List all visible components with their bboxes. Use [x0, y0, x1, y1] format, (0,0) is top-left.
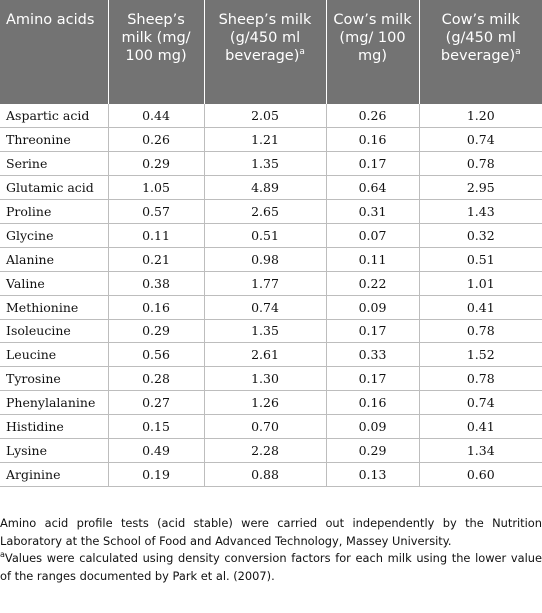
table-row — [0, 319, 542, 343]
value-cell: 0.60 — [419, 462, 542, 486]
amino-acid-name-cell: Phenylalanine — [0, 391, 108, 415]
footnote-a — [0, 550, 542, 585]
value-cell: 1.26 — [204, 391, 326, 415]
header-sheep-mg — [108, 0, 204, 104]
amino-acid-name-cell: Tyrosine — [0, 367, 108, 391]
table-row — [0, 367, 542, 391]
value-cell: 0.31 — [326, 200, 419, 224]
value-cell: 0.74 — [419, 128, 542, 152]
amino-acid-name-cell: Leucine — [0, 343, 108, 367]
value-cell: 0.51 — [419, 247, 542, 271]
header-cow-beverage — [419, 0, 542, 104]
value-cell: 0.74 — [419, 391, 542, 415]
value-cell: 0.09 — [326, 415, 419, 439]
value-cell: 0.78 — [419, 319, 542, 343]
value-cell: 0.07 — [326, 223, 419, 247]
value-cell: 0.19 — [108, 462, 204, 486]
value-cell: 0.27 — [108, 391, 204, 415]
table-row — [0, 295, 542, 319]
value-cell: 0.13 — [326, 462, 419, 486]
value-cell: 0.32 — [419, 223, 542, 247]
value-cell: 2.28 — [204, 438, 326, 462]
value-cell: 0.78 — [419, 152, 542, 176]
header-text: Sheep’s milk (g/450 ml beverage) — [218, 12, 312, 64]
table-row — [0, 462, 542, 486]
footnote-a-text: Values were calculated using density conversion factors for each milk using the lower value of the ranges documented by Park et al. (2007). — [0, 551, 542, 583]
header-text: Sheep’s milk (mg/ 100 mg) — [121, 12, 191, 64]
header-text: Cow’s milk (g/450 ml beverage) — [440, 12, 520, 64]
table-row — [0, 128, 542, 152]
value-cell: 0.29 — [108, 152, 204, 176]
value-cell: 1.35 — [204, 152, 326, 176]
value-cell: 1.52 — [419, 343, 542, 367]
value-cell: 0.16 — [326, 391, 419, 415]
header-cow-mg — [326, 0, 419, 104]
table-row — [0, 415, 542, 439]
amino-acid-name-cell: Methionine — [0, 295, 108, 319]
amino-acid-name-cell: Threonine — [0, 128, 108, 152]
value-cell: 0.51 — [204, 223, 326, 247]
amino-acid-name-cell: Lysine — [0, 438, 108, 462]
footnote-marker: a — [299, 47, 305, 58]
value-cell: 2.05 — [204, 104, 326, 128]
table-row — [0, 438, 542, 462]
value-cell: 0.70 — [204, 415, 326, 439]
value-cell: 1.21 — [204, 128, 326, 152]
value-cell: 2.65 — [204, 200, 326, 224]
value-cell: 0.17 — [326, 319, 419, 343]
value-cell: 0.21 — [108, 247, 204, 271]
value-cell: 0.11 — [108, 223, 204, 247]
value-cell: 0.17 — [326, 152, 419, 176]
table-row — [0, 176, 542, 200]
value-cell: 0.78 — [419, 367, 542, 391]
value-cell: 1.20 — [419, 104, 542, 128]
value-cell: 0.16 — [108, 295, 204, 319]
value-cell: 0.29 — [326, 438, 419, 462]
value-cell: 1.34 — [419, 438, 542, 462]
value-cell: 2.61 — [204, 343, 326, 367]
value-cell: 0.98 — [204, 247, 326, 271]
value-cell: 1.30 — [204, 367, 326, 391]
header-amino-acids — [0, 0, 108, 104]
value-cell: 0.38 — [108, 271, 204, 295]
table-row — [0, 223, 542, 247]
value-cell: 0.41 — [419, 415, 542, 439]
value-cell: 0.49 — [108, 438, 204, 462]
value-cell: 0.26 — [108, 128, 204, 152]
header-sheep-beverage — [204, 0, 326, 104]
value-cell: 0.56 — [108, 343, 204, 367]
value-cell: 1.01 — [419, 271, 542, 295]
value-cell: 0.16 — [326, 128, 419, 152]
value-cell: 0.22 — [326, 271, 419, 295]
value-cell: 0.15 — [108, 415, 204, 439]
footnote-method: Amino acid profile tests (acid stable) were carried out independently by the Nutrition Laboratory at the School of Food and Advanced Technology, Massey University. — [0, 516, 542, 548]
header-text: Cow’s milk (mg/ 100 mg) — [333, 12, 412, 64]
value-cell: 0.09 — [326, 295, 419, 319]
amino-acid-name-cell: Histidine — [0, 415, 108, 439]
value-cell: 0.41 — [419, 295, 542, 319]
value-cell: 0.64 — [326, 176, 419, 200]
table-row — [0, 152, 542, 176]
value-cell: 2.95 — [419, 176, 542, 200]
table-row — [0, 271, 542, 295]
value-cell: 4.89 — [204, 176, 326, 200]
amino-acid-name-cell: Alanine — [0, 247, 108, 271]
amino-acid-name-cell: Arginine — [0, 462, 108, 486]
amino-acid-name-cell: Glycine — [0, 223, 108, 247]
value-cell: 0.33 — [326, 343, 419, 367]
table-footnotes — [0, 515, 542, 585]
value-cell: 0.57 — [108, 200, 204, 224]
value-cell: 1.35 — [204, 319, 326, 343]
amino-acid-name-cell: Glutamic acid — [0, 176, 108, 200]
value-cell: 0.88 — [204, 462, 326, 486]
value-cell: 0.11 — [326, 247, 419, 271]
value-cell: 1.77 — [204, 271, 326, 295]
footnote-marker: a — [0, 550, 5, 560]
value-cell: 0.26 — [326, 104, 419, 128]
table-row — [0, 343, 542, 367]
value-cell: 0.74 — [204, 295, 326, 319]
amino-acid-name-cell: Proline — [0, 200, 108, 224]
amino-acid-name-cell: Serine — [0, 152, 108, 176]
table-row — [0, 247, 542, 271]
value-cell: 0.17 — [326, 367, 419, 391]
table-row — [0, 104, 542, 128]
value-cell: 1.43 — [419, 200, 542, 224]
value-cell: 1.05 — [108, 176, 204, 200]
header-text: Amino acids — [6, 12, 95, 28]
value-cell: 0.28 — [108, 367, 204, 391]
amino-acid-name-cell: Isoleucine — [0, 319, 108, 343]
table-header-row — [0, 0, 542, 104]
amino-acid-name-cell: Valine — [0, 271, 108, 295]
table-row — [0, 200, 542, 224]
value-cell: 0.29 — [108, 319, 204, 343]
table-body — [0, 104, 542, 486]
table-row — [0, 391, 542, 415]
value-cell: 0.44 — [108, 104, 204, 128]
footnote-marker: a — [515, 47, 521, 58]
amino-acid-name-cell: Aspartic acid — [0, 104, 108, 128]
